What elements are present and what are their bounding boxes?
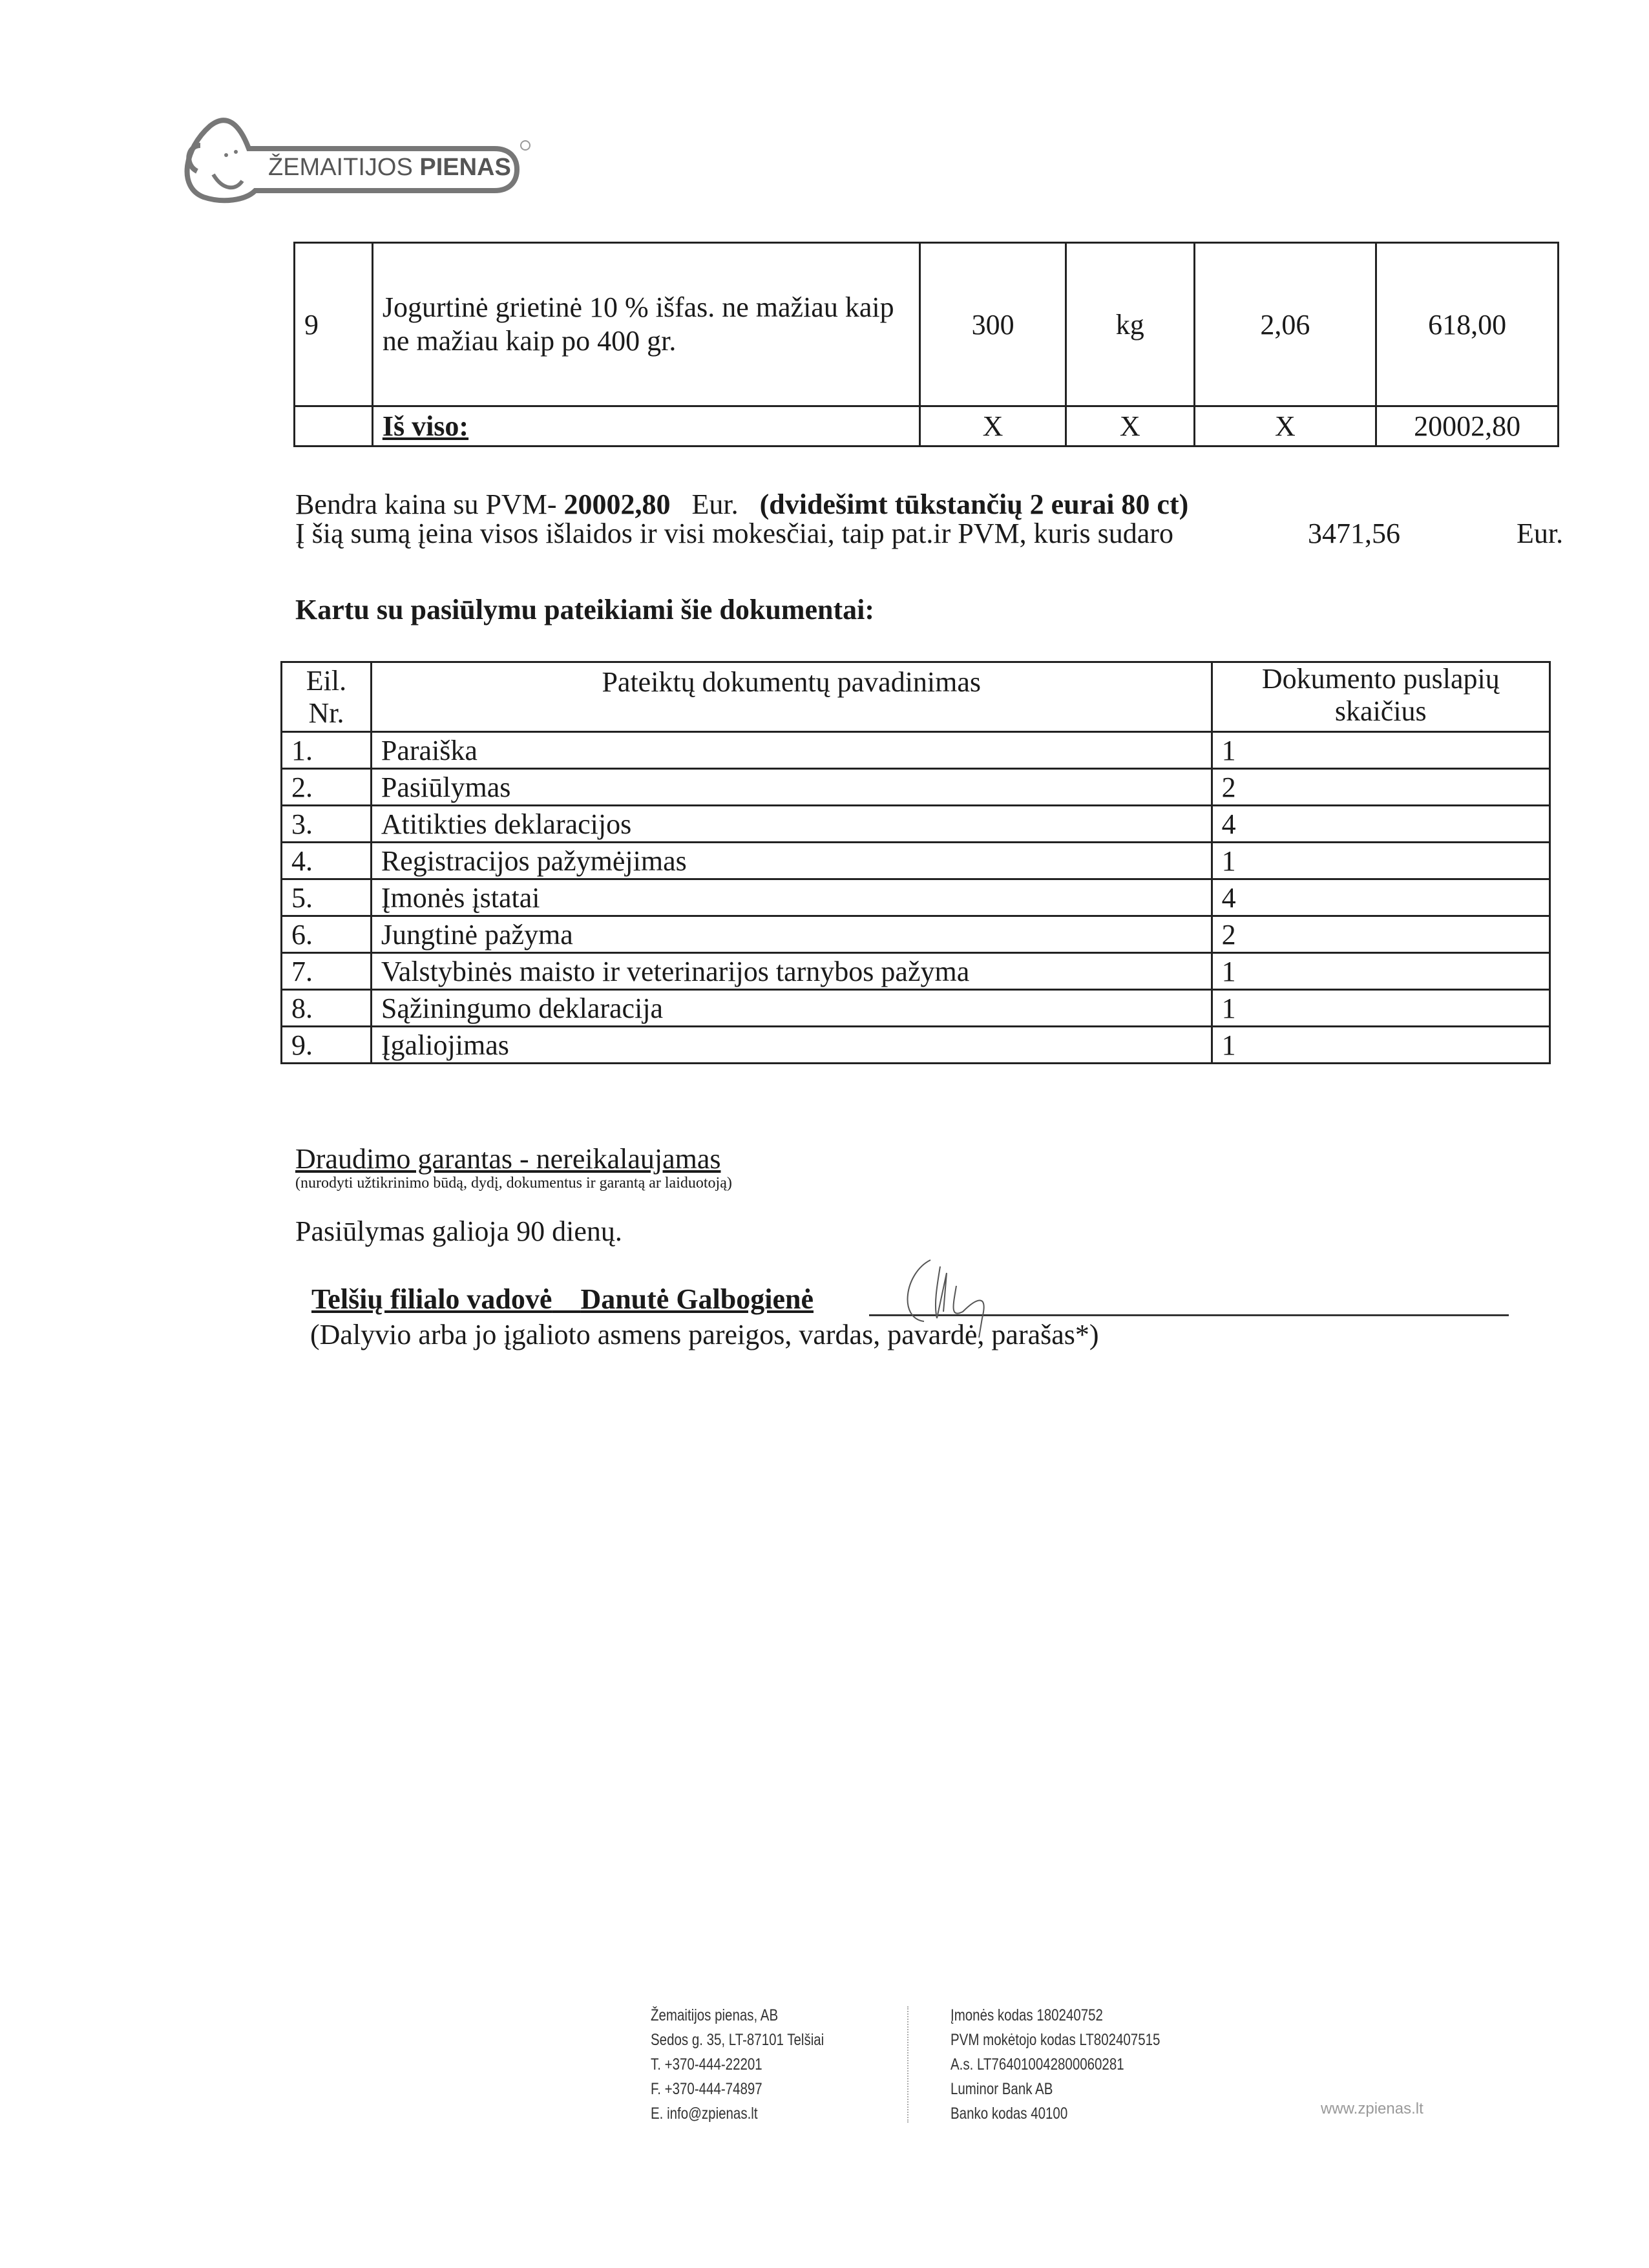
footer-company: Žemaitijos pienas, AB [651,2006,779,2024]
footer-address: Sedos g. 35, LT-87101 Telšiai [651,2031,824,2049]
footer-email[interactable]: E. info@zpienas.lt [651,2105,758,2123]
footer-fax: F. +370-444-74897 [651,2080,762,2098]
footer-vat-code: PVM mokėtojo kodas LT802407515 [951,2031,1161,2049]
company-logo [165,110,540,207]
table-row [282,843,1550,879]
doc-no: 6. [282,916,372,953]
doc-no: 5. [282,879,372,916]
table-row [282,1027,1550,1064]
vat-amount: 3471,56 [1308,518,1400,549]
header-pages: Dokumento puslapių skaičius [1212,662,1549,732]
doc-name: Įmonės įstatai [371,879,1212,916]
total-sum: 20002,80 [1376,406,1559,446]
amount-in-words: (dvidešimt tūkstančių 2 eurai 80 ct) [759,488,1189,520]
footer-bank-code: Banko kodas 40100 [951,2105,1068,2123]
total-row [295,406,1559,446]
footer-divider [907,2006,909,2123]
doc-name: Valstybinės maisto ir veterinarijos tarnybos pažyma [371,953,1212,990]
footer-website[interactable]: www.zpienas.lt [1321,2100,1423,2117]
doc-no: 9. [282,1027,372,1064]
item-qty: 300 [920,243,1066,406]
total-price: X [1194,406,1376,446]
doc-no: 8. [282,990,372,1027]
signatory-name: Danutė Galbogienė [580,1283,814,1315]
item-unit: kg [1066,243,1194,406]
header-no: Eil. Nr. [282,662,372,732]
table-row [282,916,1550,953]
doc-no: 1. [282,732,372,769]
doc-pages: 1 [1212,732,1549,769]
total-price-amount: 20002,80 [563,488,671,520]
table-row [282,732,1550,769]
doc-no: 7. [282,953,372,990]
footer-bank: Luminor Bank AB [951,2080,1053,2098]
doc-pages: 2 [1212,769,1549,806]
table-row [282,806,1550,843]
item-no: 9 [295,243,373,406]
doc-name: Paraiška [371,732,1212,769]
doc-pages: 4 [1212,806,1549,843]
doc-name: Registracijos pažymėjimas [371,843,1212,879]
summary-line-1 [295,488,1188,521]
doc-no: 3. [282,806,372,843]
table-row [282,990,1550,1027]
doc-pages: 1 [1212,1027,1549,1064]
logo-text-bold: PIENAS [419,154,511,181]
footer-right [951,2003,1160,2126]
doc-pages: 1 [1212,843,1549,879]
item-price: 2,06 [1194,243,1376,406]
vat-currency: Eur. [1517,518,1564,549]
table-row [295,243,1559,406]
doc-no: 2. [282,769,372,806]
doc-pages: 4 [1212,879,1549,916]
validity-text: Pasiūlymas galioja 90 dienų. [295,1215,622,1247]
guarantee-note: (nurodyti užtikrinimo būdą, dydį, dokumentus ir garantą ar laiduotoją) [295,1175,732,1192]
doc-pages: 1 [1212,953,1549,990]
signatory [311,1283,814,1316]
items-table [293,242,1559,447]
doc-name: Jungtinė pažyma [371,916,1212,953]
currency: Eur. [691,488,739,520]
footer-account: A.s. LT764010042800060281 [951,2055,1124,2074]
footer-left [651,2003,824,2126]
doc-name: Atitikties deklaracijos [371,806,1212,843]
header-name: Pateiktų dokumentų pavadinimas [371,662,1212,732]
doc-name: Pasiūlymas [371,769,1212,806]
doc-name: Įgaliojimas [371,1027,1212,1064]
total-price-label: Bendra kaina su PVM- [295,488,557,520]
table-row [282,953,1550,990]
table-row [282,769,1550,806]
signatory-position: Telšių filialo vadovė [311,1283,552,1315]
footer-phone: T. +370-444-22201 [651,2055,762,2074]
total-qty: X [920,406,1066,446]
docs-heading: Kartu su pasiūlymu pateikiami šie dokumentai: [295,594,875,625]
documents-table [280,661,1551,1064]
guarantee-text: Draudimo garantas - nereikalaujamas [295,1143,721,1175]
item-sum: 618,00 [1376,243,1559,406]
signature-caption: (Dalyvio arba jo įgalioto asmens pareigos, vardas, pavardė, parašas*) [310,1319,1099,1350]
vat-label: Į šią sumą įeina visos išlaidos ir visi mokesčiai, taip pat.ir PVM, kuris sudaro [295,518,1173,549]
item-name: Jogurtinė grietinė 10 % išfas. ne mažiau kaip ne mažiau kaip po 400 gr. [372,243,919,406]
table-row [282,879,1550,916]
footer-company-code: Įmonės kodas 180240752 [951,2006,1103,2024]
doc-no: 4. [282,843,372,879]
doc-name: Sąžiningumo deklaracija [371,990,1212,1027]
table-header [282,662,1550,732]
logo-text-light: ŽEMAITIJOS [268,154,413,181]
doc-pages: 2 [1212,916,1549,953]
total-unit: X [1066,406,1194,446]
doc-pages: 1 [1212,990,1549,1027]
summary-line-2 [295,517,1568,550]
total-label: Iš viso: [372,406,919,446]
